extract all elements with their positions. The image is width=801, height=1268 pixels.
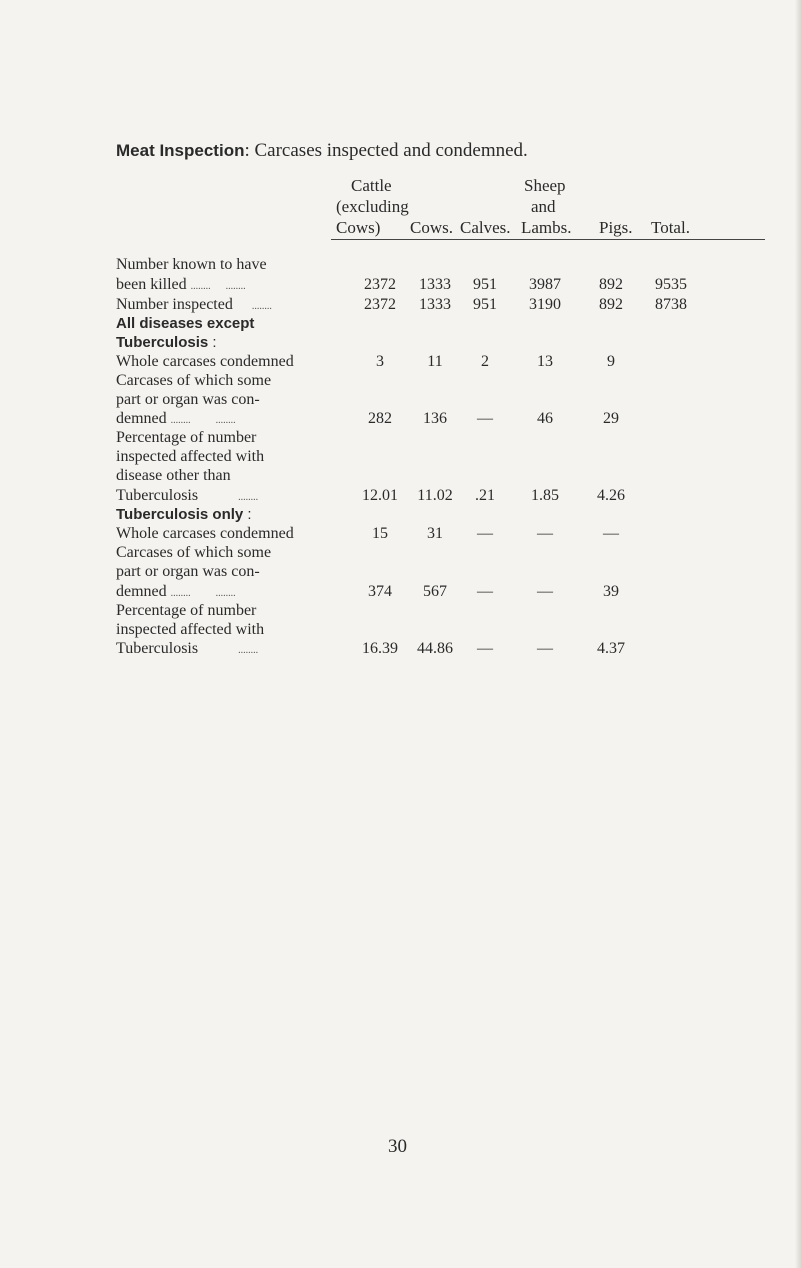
label-pct-2c: Tuberculosis ........ — [116, 640, 259, 657]
header-cattle-3: Cows) — [336, 218, 381, 237]
cell-whole2-pigs: — — [603, 525, 619, 542]
label-whole-2: Whole carcases condemned — [116, 525, 294, 542]
header-sheep-1: Sheep — [524, 176, 566, 195]
label-part-2c: demned ........ ........ — [116, 583, 236, 600]
cell-part2-sheep: — — [537, 583, 553, 600]
cell-inspected-cows: 1333 — [419, 296, 451, 313]
label-pct-1b: inspected affected with — [116, 448, 265, 465]
cell-inspected-cattle: 2372 — [364, 296, 396, 313]
cell-killed-sheep: 3987 — [529, 276, 561, 293]
label-part-1a: Carcases of which some — [116, 372, 272, 389]
cell-part1-sheep: 46 — [537, 410, 553, 427]
cell-part1-cattle: 282 — [368, 410, 392, 427]
label-part-1c: demned ........ ........ — [116, 410, 236, 427]
label-pct-1c: disease other than — [116, 467, 231, 484]
label-part-1b: part or organ was con- — [116, 391, 260, 408]
label-whole-1: Whole carcases condemned — [116, 353, 294, 370]
cell-killed-total: 9535 — [655, 276, 687, 293]
label-pct-2b: inspected affected with — [116, 621, 265, 638]
cell-pct2-cows: 44.86 — [417, 640, 453, 657]
label-pct-1d: Tuberculosis ........ — [116, 487, 259, 504]
header-cattle-2: (excluding — [336, 197, 409, 216]
cell-pct1-calves: .21 — [475, 487, 495, 504]
cell-inspected-sheep: 3190 — [529, 296, 561, 313]
cell-whole1-cows: 11 — [427, 353, 443, 370]
cell-part2-calves: — — [477, 583, 493, 600]
cell-whole1-sheep: 13 — [537, 353, 553, 370]
cell-killed-cows: 1333 — [419, 276, 451, 293]
label-pct-1a: Percentage of number — [116, 429, 257, 446]
section-all-diseases-2: Tuberculosis : — [116, 334, 217, 351]
cell-part2-cattle: 374 — [368, 583, 392, 600]
header-cows: Cows. — [410, 218, 453, 237]
cell-pct2-cattle: 16.39 — [362, 640, 398, 657]
title-rest: : Carcases inspected and condemned. — [244, 140, 528, 161]
cell-pct2-sheep: — — [537, 640, 553, 657]
cell-inspected-pigs: 892 — [599, 296, 623, 313]
cell-pct1-cows: 11.02 — [417, 487, 453, 504]
page-number: 30 — [388, 1136, 407, 1157]
cell-whole2-sheep: — — [537, 525, 553, 542]
cell-pct1-sheep: 1.85 — [531, 487, 559, 504]
cell-whole2-calves: — — [477, 525, 493, 542]
header-total: Total. — [651, 218, 690, 237]
cell-whole2-cattle: 15 — [372, 525, 388, 542]
cell-part1-calves: — — [477, 410, 493, 427]
cell-pct2-calves: — — [477, 640, 493, 657]
header-sheep-2: and — [531, 197, 556, 216]
page-edge-shadow — [795, 0, 801, 1268]
cell-part1-cows: 136 — [423, 410, 447, 427]
cell-killed-cattle: 2372 — [364, 276, 396, 293]
label-killed-1: Number known to have — [116, 256, 267, 273]
header-pigs: Pigs. — [599, 218, 633, 237]
header-sheep-3: Lambs. — [521, 218, 572, 237]
label-pct-2a: Percentage of number — [116, 602, 257, 619]
cell-whole1-cattle: 3 — [376, 353, 384, 370]
cell-inspected-total: 8738 — [655, 296, 687, 313]
label-part-2b: part or organ was con- — [116, 563, 260, 580]
cell-pct1-cattle: 12.01 — [362, 487, 398, 504]
cell-part2-pigs: 39 — [603, 583, 619, 600]
section-tb-only: Tuberculosis only : — [116, 506, 252, 523]
cell-whole2-cows: 31 — [427, 525, 443, 542]
cell-whole1-calves: 2 — [481, 353, 489, 370]
label-killed-2: been killed ........ ........ — [116, 276, 246, 293]
cell-inspected-calves: 951 — [473, 296, 497, 313]
header-rule — [331, 239, 765, 240]
header-cattle-1: Cattle — [351, 176, 392, 195]
title-bold: Meat Inspection — [116, 141, 245, 160]
label-inspected: Number inspected ........ — [116, 296, 272, 313]
label-part-2a: Carcases of which some — [116, 544, 272, 561]
cell-killed-calves: 951 — [473, 276, 497, 293]
cell-pct1-pigs: 4.26 — [597, 487, 625, 504]
cell-killed-pigs: 892 — [599, 276, 623, 293]
cell-whole1-pigs: 9 — [607, 353, 615, 370]
cell-pct2-pigs: 4.37 — [597, 640, 625, 657]
cell-part2-cows: 567 — [423, 583, 447, 600]
page-title — [116, 140, 528, 162]
section-all-diseases-1: All diseases except — [116, 315, 255, 332]
header-calves: Calves. — [460, 218, 511, 237]
cell-part1-pigs: 29 — [603, 410, 619, 427]
